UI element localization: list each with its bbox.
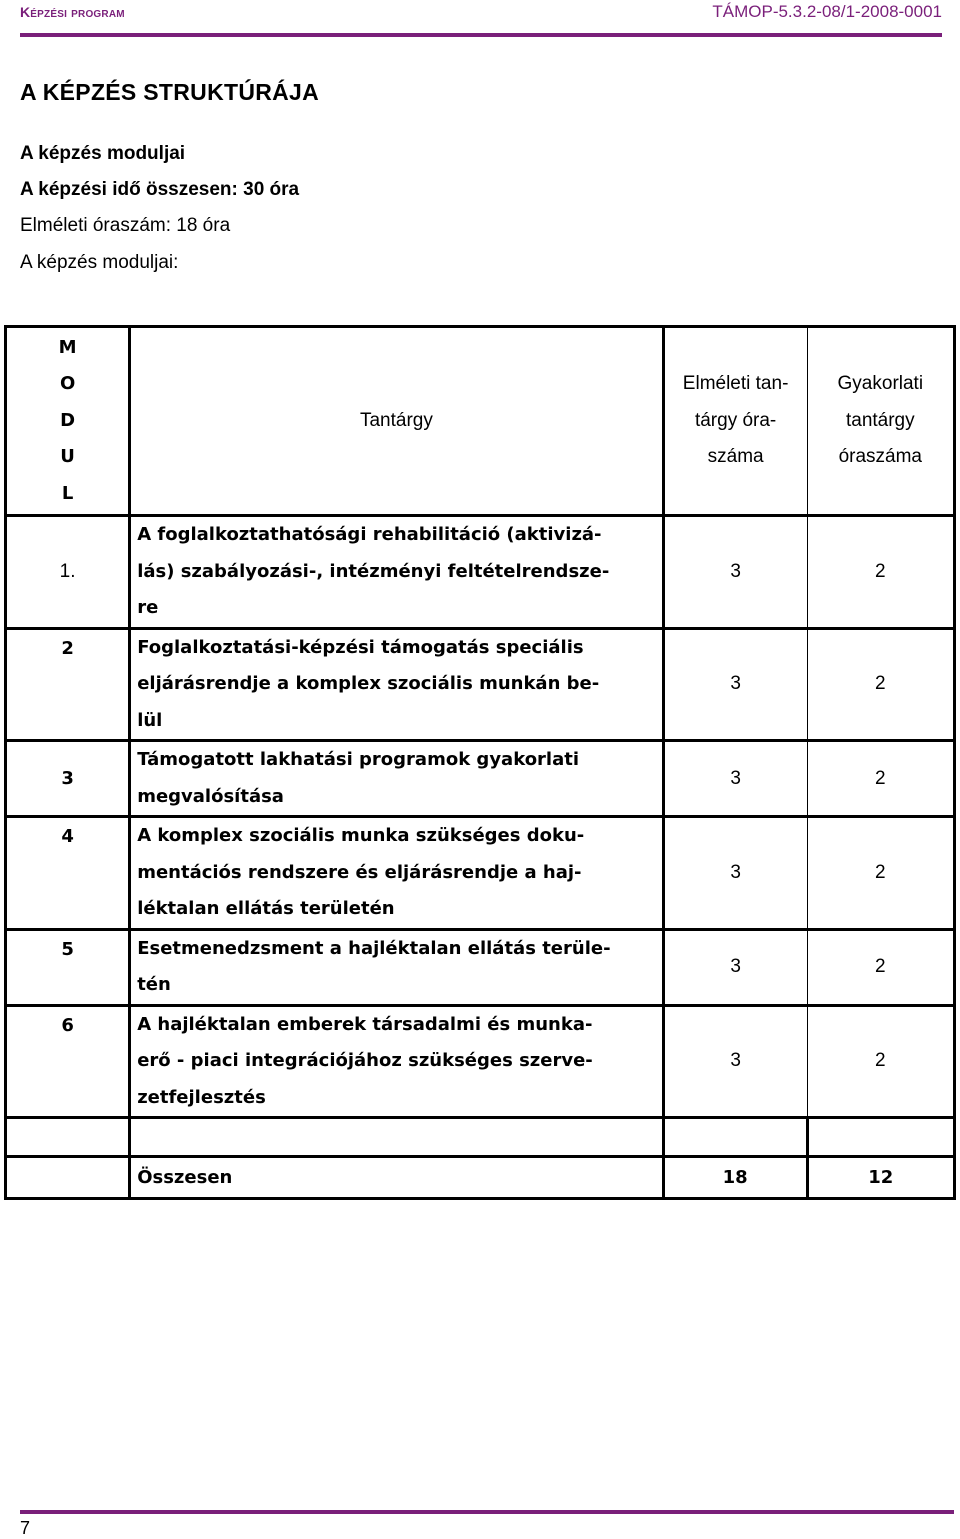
module-subject-line: A hajléktalan emberek társadalmi és munka-	[137, 1013, 593, 1035]
module-practice-hours: 2	[807, 817, 954, 930]
table-spacer-row	[6, 1118, 955, 1157]
header-modul-cell	[6, 327, 130, 516]
module-subject-line: A foglalkoztathatósági rehabilitáció (aktivizá-	[137, 524, 602, 545]
module-theory-hours: 3	[663, 929, 807, 1005]
total-practice-hours: 12	[807, 1157, 954, 1199]
table-row	[6, 929, 955, 1005]
module-subject	[130, 741, 663, 817]
module-subject	[130, 817, 663, 930]
info-theory-hours: Elméleti óraszám: 18 óra	[20, 215, 231, 236]
header-rule	[20, 33, 942, 37]
page-number: 7	[20, 1518, 31, 1538]
module-theory-hours: 3	[663, 628, 807, 741]
header-practice-cell	[807, 327, 954, 516]
module-subject-line: léktalan ellátás területén	[137, 898, 395, 919]
header-project-code: TÁMOP-5.3.2-08/1-2008-0001	[712, 2, 942, 21]
spacer-cell	[663, 1118, 807, 1157]
module-subject-line: zetfejlesztés	[137, 1086, 266, 1108]
spacer-cell	[6, 1118, 130, 1157]
header-program-label: Képzési program	[20, 4, 125, 20]
header-modul-letter: O	[59, 373, 76, 395]
info-modules-heading: A képzés moduljai	[20, 143, 186, 164]
header-subject-cell: Tantárgy	[130, 327, 663, 516]
header-modul-letter: M	[58, 336, 77, 358]
document-title: A KÉPZÉS STRUKTÚRÁJA	[20, 79, 320, 105]
header-theory-line: Elméleti tan-	[682, 373, 789, 395]
module-subject	[130, 628, 663, 741]
module-subject-line: tén	[137, 974, 171, 995]
module-subject	[130, 929, 663, 1005]
info-total-hours: A képzési idő összesen: 30 óra	[20, 179, 300, 200]
module-number: 3	[6, 741, 130, 817]
table-row	[6, 516, 955, 629]
module-subject-line: eljárásrendje a komplex szociális munkán be-	[137, 673, 600, 694]
module-practice-hours: 2	[807, 628, 954, 741]
module-subject-line: Esetmenedzsment a hajléktalan ellátás terüle-	[137, 937, 611, 959]
table-row	[6, 628, 955, 741]
table-total-row	[6, 1157, 955, 1199]
module-subject-line: Foglalkoztatási-képzési támogatás speciális	[137, 636, 584, 658]
header-modul-letter: L	[61, 482, 74, 504]
module-number: 6	[6, 1005, 130, 1118]
header-practice-line: Gyakorlati	[837, 373, 924, 395]
header-practice-line: óraszáma	[838, 446, 922, 468]
header-theory-cell	[663, 327, 807, 516]
module-subject-line: megvalósítása	[137, 785, 284, 807]
module-subject-line: re	[137, 597, 159, 618]
header-modul-letter: U	[60, 446, 75, 468]
module-subject-line: A komplex szociális munka szükséges doku-	[137, 825, 585, 846]
page-header	[20, 0, 942, 38]
header-theory-line: tárgy óra-	[694, 409, 777, 431]
module-practice-hours: 2	[807, 516, 954, 629]
spacer-cell	[807, 1118, 954, 1157]
module-theory-hours: 3	[663, 817, 807, 930]
module-number: 2	[6, 628, 130, 741]
module-subject-line: erő - piaci integrációjához szükséges szerve-	[137, 1050, 593, 1071]
footer-rule	[20, 1510, 954, 1514]
module-subject	[130, 1005, 663, 1118]
module-subject-line: Támogatott lakhatási programok gyakorlati	[137, 749, 580, 770]
table-header-row	[6, 327, 955, 516]
module-subject-line: lás) szabályozási-, intézményi feltételrendsze-	[137, 560, 610, 582]
module-number: 4	[6, 817, 130, 930]
module-practice-hours: 2	[807, 929, 954, 1005]
module-theory-hours: 3	[663, 1005, 807, 1118]
module-subject-line: mentációs rendszere és eljárásrendje a haj-	[137, 861, 582, 883]
module-number: 5	[6, 929, 130, 1005]
header-theory-line: száma	[707, 446, 764, 468]
total-label: Összesen	[130, 1157, 663, 1199]
module-subject	[130, 516, 663, 629]
table-row	[6, 1005, 955, 1118]
spacer-cell	[130, 1118, 663, 1157]
modules-table	[4, 325, 956, 1200]
header-practice-line: tantárgy	[845, 409, 915, 431]
module-practice-hours: 2	[807, 741, 954, 817]
module-subject-line: lül	[137, 709, 163, 731]
total-theory-hours: 18	[663, 1157, 807, 1199]
header-modul-letter: D	[60, 409, 76, 431]
module-practice-hours: 2	[807, 1005, 954, 1118]
table-row	[6, 741, 955, 817]
module-theory-hours: 3	[663, 516, 807, 629]
total-empty-cell	[6, 1157, 130, 1199]
module-theory-hours: 3	[663, 741, 807, 817]
module-number: 1.	[6, 516, 130, 629]
info-modules-label: A képzés moduljai:	[20, 252, 179, 273]
table-row	[6, 817, 955, 930]
